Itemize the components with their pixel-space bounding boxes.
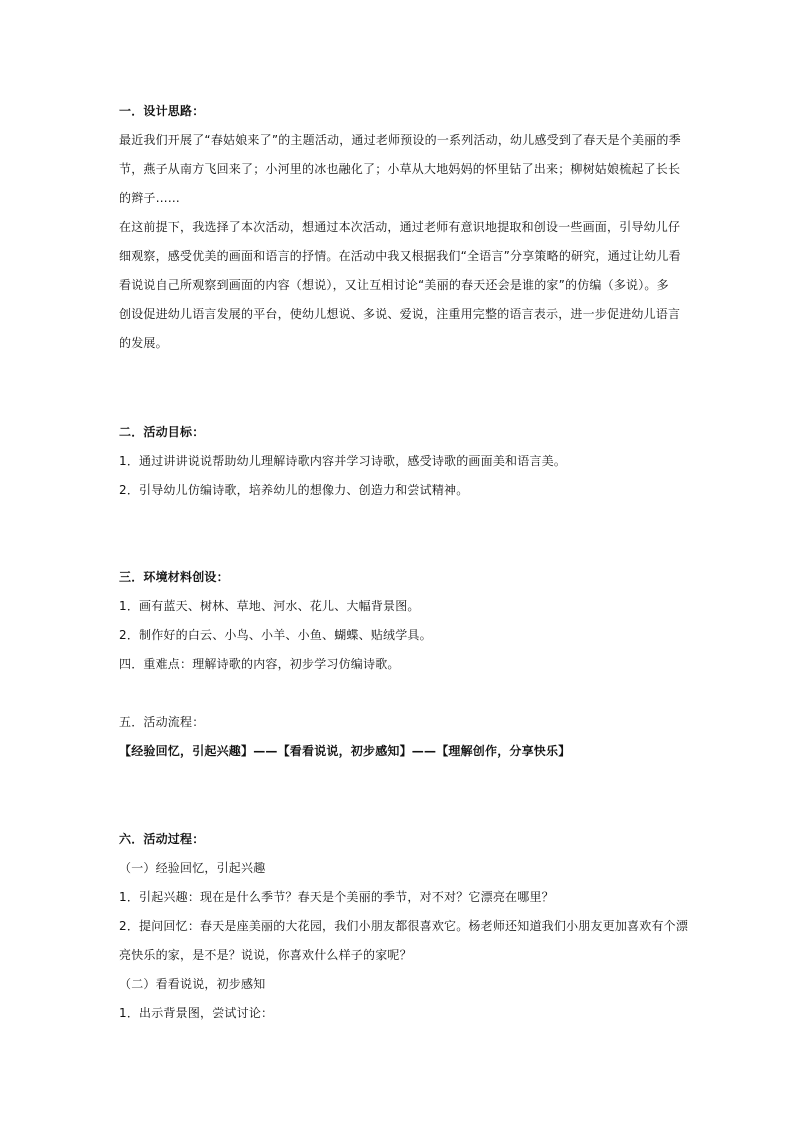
section-heading-goals: 二．活动目标： [119, 425, 205, 439]
subsection-heading: （二）看看说说，初步感知 [119, 977, 266, 991]
paragraph-line: 最近我们开展了“春姑娘来了”的主题活动，通过老师预设的一系列活动，幼儿感受到了春天是个美丽的季 [119, 133, 681, 147]
paragraph-line: 的辫子…… [119, 191, 181, 205]
list-item: 1．引起兴趣：现在是什么季节？春天是个美丽的季节，对不对？它漂亮在哪里？ [119, 890, 554, 904]
subsection-heading: （一）经验回忆，引起兴趣 [119, 861, 266, 875]
paragraph-line: 的发展。 [119, 336, 168, 350]
section-heading-design: 一．设计思路： [119, 104, 205, 118]
paragraph-line: 细观察，感受优美的画面和语言的抒情。在活动中我又根据我们“全语言”分享策略的研究，通过让幼儿看 [119, 249, 681, 263]
section-heading-process: 六．活动过程： [119, 832, 205, 846]
list-item: 2．引导幼儿仿编诗歌，培养幼儿的想像力、创造力和尝试精神。 [119, 483, 469, 497]
paragraph-line: 节，燕子从南方飞回来了；小河里的冰也融化了；小草从大地妈妈的怀里钻了出来；柳树姑娘梳起了长长 [119, 162, 681, 176]
list-item: 1．画有蓝天、树林、草地、河水、花儿、大幅背景图。 [119, 599, 420, 613]
paragraph-line: 在这前提下，我选择了本次活动，想通过本次活动，通过老师有意识地提取和创设一些画面，引导幼儿仔 [119, 220, 681, 234]
activity-flow-line: 【经验回忆，引起兴趣】——【看看说说，初步感知】——【理解创作，分享快乐】 [119, 744, 571, 758]
section-line-key-points: 四．重难点：理解诗歌的内容，初步学习仿编诗歌。 [119, 657, 400, 671]
list-item: 1．通过讲讲说说帮助幼儿理解诗歌内容并学习诗歌，感受诗歌的画面美和语言美。 [119, 454, 567, 468]
section-heading-materials: 三．环境材料创设： [119, 570, 229, 584]
paragraph-line: 创设促进幼儿语言发展的平台，使幼儿想说、多说、爱说，注重用完整的语言表示，进一步促进幼儿语言 [119, 307, 681, 321]
list-item: 2．提问回忆：春天是座美丽的大花园，我们小朋友都很喜欢它。杨老师还知道我们小朋友更加喜欢有个漂 [119, 919, 689, 933]
section-heading-flow: 五．活动流程： [119, 715, 205, 729]
list-item: 2．制作好的白云、小鸟、小羊、小鱼、蝴蝶、贴绒学具。 [119, 628, 432, 642]
paragraph-line: 看说说自己所观察到画面的内容（想说），又让互相讨论“美丽的春天还会是谁的家”的仿编（多说）。多 [119, 278, 669, 292]
list-item-continuation: 亮快乐的家，是不是？说说，你喜欢什么样子的家呢？ [119, 948, 412, 962]
list-item: 1．出示背景图，尝试讨论： [119, 1006, 274, 1020]
